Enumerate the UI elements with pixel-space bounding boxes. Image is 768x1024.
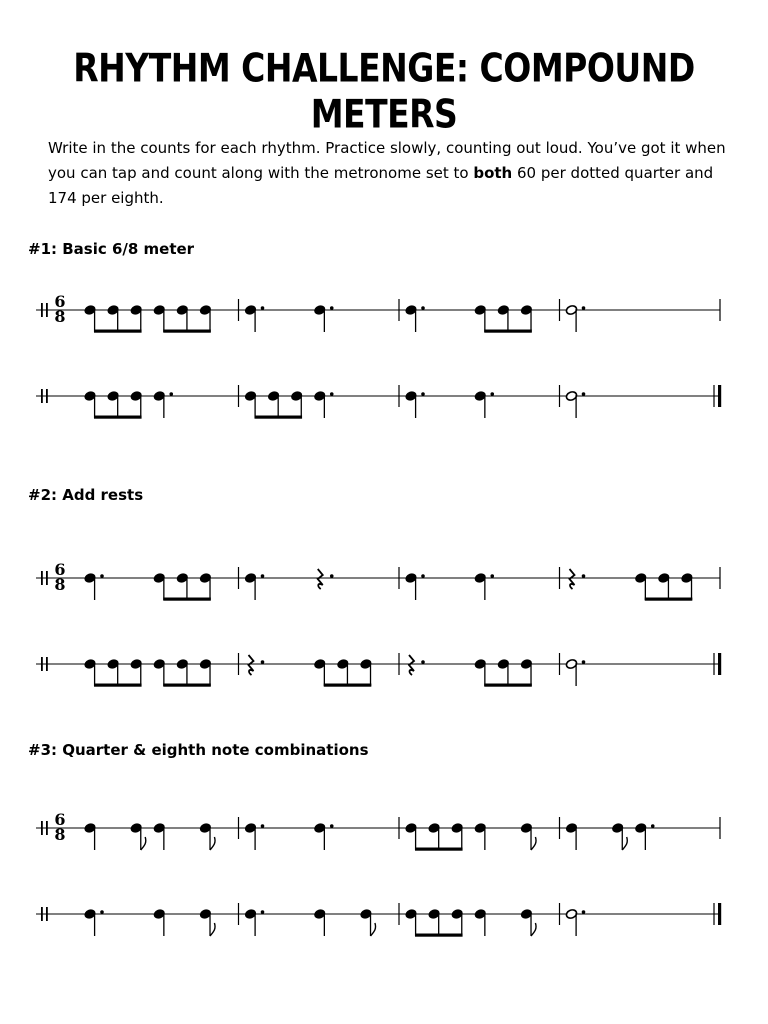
beam bbox=[415, 934, 463, 937]
augmentation-dot bbox=[421, 392, 425, 396]
exercise-1-staff-line-2 bbox=[0, 362, 768, 442]
percussion-clef bbox=[41, 389, 43, 403]
beam bbox=[324, 684, 372, 687]
beam bbox=[484, 684, 532, 687]
quarter-rest bbox=[570, 569, 575, 589]
augmentation-dot bbox=[421, 660, 425, 664]
percussion-clef bbox=[41, 571, 43, 585]
percussion-clef bbox=[46, 907, 48, 921]
percussion-clef bbox=[41, 303, 43, 317]
augmentation-dot bbox=[100, 574, 104, 578]
instructions-text-1: Write in the counts for each rhythm. Practice slowly, counting out loud. You’ve got it when you can tap and count along with the metronome set to bbox=[48, 139, 726, 182]
augmentation-dot bbox=[582, 392, 586, 396]
augmentation-dot bbox=[261, 824, 265, 828]
note-flag bbox=[622, 837, 627, 850]
augmentation-dot bbox=[261, 660, 265, 664]
augmentation-dot bbox=[261, 910, 265, 914]
percussion-clef bbox=[41, 821, 43, 835]
time-signature-bottom: 8 bbox=[54, 825, 66, 844]
quarter-rest bbox=[318, 569, 323, 589]
instructions bbox=[48, 136, 738, 211]
augmentation-dot bbox=[261, 306, 265, 310]
augmentation-dot bbox=[582, 574, 586, 578]
time-signature-top: 6 bbox=[54, 810, 66, 829]
beam bbox=[94, 416, 142, 419]
note-flag bbox=[210, 837, 215, 850]
note-flag bbox=[531, 923, 536, 936]
exercise-2-staff-line-2 bbox=[0, 630, 768, 710]
augmentation-dot bbox=[490, 574, 494, 578]
augmentation-dot bbox=[582, 306, 586, 310]
beam bbox=[94, 684, 142, 687]
augmentation-dot bbox=[100, 910, 104, 914]
final-barline-thick bbox=[718, 653, 721, 675]
worksheet-title: RHYTHM CHALLENGE: COMPOUND METERS bbox=[73, 44, 695, 138]
beam bbox=[484, 330, 532, 333]
augmentation-dot bbox=[582, 660, 586, 664]
percussion-clef bbox=[46, 657, 48, 671]
exercise-1-staff-line-1 bbox=[0, 276, 768, 356]
augmentation-dot bbox=[330, 824, 334, 828]
beam bbox=[163, 330, 211, 333]
exercise-3-staff-line-2 bbox=[0, 880, 768, 960]
instructions-emphasis: both bbox=[473, 164, 513, 182]
beam bbox=[94, 330, 142, 333]
exercise-1-heading: #1: Basic 6/8 meter bbox=[28, 240, 195, 258]
beam bbox=[163, 598, 211, 601]
exercise-2-staff-line-1 bbox=[0, 544, 768, 624]
exercise-2-heading: #2: Add rests bbox=[28, 486, 144, 504]
time-signature-bottom: 8 bbox=[54, 307, 66, 326]
augmentation-dot bbox=[330, 574, 334, 578]
augmentation-dot bbox=[330, 306, 334, 310]
time-signature-top: 6 bbox=[54, 292, 66, 311]
note-flag bbox=[531, 837, 536, 850]
note-flag bbox=[210, 923, 215, 936]
percussion-clef bbox=[41, 657, 43, 671]
augmentation-dot bbox=[421, 306, 425, 310]
augmentation-dot bbox=[490, 392, 494, 396]
percussion-clef bbox=[46, 821, 48, 835]
augmentation-dot bbox=[330, 392, 334, 396]
augmentation-dot bbox=[651, 824, 655, 828]
time-signature-bottom: 8 bbox=[54, 575, 66, 594]
beam bbox=[415, 848, 463, 851]
augmentation-dot bbox=[261, 574, 265, 578]
percussion-clef bbox=[41, 907, 43, 921]
beam bbox=[255, 416, 303, 419]
quarter-rest bbox=[249, 655, 254, 675]
augmentation-dot bbox=[421, 574, 425, 578]
augmentation-dot bbox=[582, 910, 586, 914]
note-flag bbox=[141, 837, 146, 850]
final-barline-thick bbox=[718, 385, 721, 407]
quarter-rest bbox=[409, 655, 414, 675]
percussion-clef bbox=[46, 389, 48, 403]
final-barline-thick bbox=[718, 903, 721, 925]
augmentation-dot bbox=[169, 392, 173, 396]
percussion-clef bbox=[46, 571, 48, 585]
instructions-text-2: 60 per dotted quarter and 174 per eighth. bbox=[48, 164, 714, 207]
percussion-clef bbox=[46, 303, 48, 317]
note-flag bbox=[371, 923, 376, 936]
beam bbox=[645, 598, 693, 601]
exercise-3-heading: #3: Quarter & eighth note combinations bbox=[28, 741, 369, 759]
exercise-3-staff-line-1 bbox=[0, 794, 768, 874]
beam bbox=[163, 684, 211, 687]
time-signature-top: 6 bbox=[54, 560, 66, 579]
